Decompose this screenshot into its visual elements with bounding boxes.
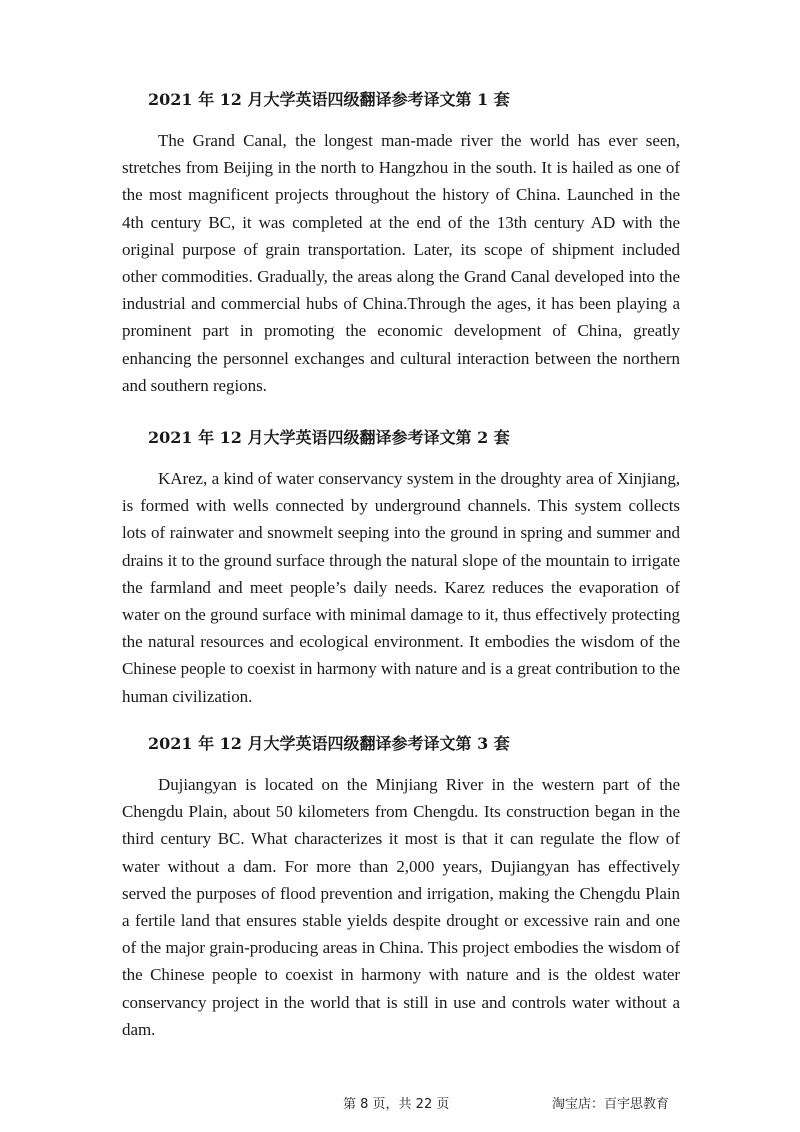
section-1-text: The Grand Canal, the longest man-made river the world has ever seen, stretches from Beijing in the north to Hangzhou in the south. It is hailed as one of the most magnificent projects throughout the history of China. Launched in the 4th century BC, it was completed at the end of the 13th century AD with the original purpose of grain transportation. Later, its scope of shipment included other commodities. Gradually, the areas along the Grand Canal developed into the industrial and commercial hubs of China.Through the ages, it has been playing a prominent part in promoting the economic development of China, greatly enhancing the personnel exchanges and cultural interaction between the northern and southern regions. — [122, 131, 680, 395]
page-indicator: 第 8 页，共 22 页 — [343, 1097, 450, 1112]
translation-section-1 — [122, 90, 680, 399]
translation-section-3 — [122, 734, 680, 1043]
translation-section-2 — [122, 428, 680, 710]
section-2-title: 2021 年 12 月大学英语四级翻译参考译文第 2 套 — [148, 428, 510, 447]
section-3-title: 2021 年 12 月大学英语四级翻译参考译文第 3 套 — [148, 734, 510, 753]
shop-label: 淘宝店：百宇思教育 — [552, 1097, 670, 1112]
section-3-text: Dujiangyan is located on the Minjiang River in the western part of the Chengdu Plain, about 50 kilometers from Chengdu. Its construction began in the third century BC. What characterizes it most is that it can regulate the flow of water without a dam. For more than 2,000 years, Dujiangyan has effectively served the purposes of flood prevention and irrigation, making the Chengdu Plain a fertile land that ensures stable yields despite drought or excessive rain and one of the major grain-producing areas in China. This project embodies the wisdom of the Chinese people to coexist in harmony with nature and is the oldest water conservancy project in the world that is still in use and controls water without a dam. — [122, 775, 680, 1039]
section-1-title: 2021 年 12 月大学英语四级翻译参考译文第 1 套 — [148, 90, 510, 109]
section-2-text: KArez, a kind of water conservancy system in the droughty area of Xinjiang, is formed with wells connected by underground channels. This system collects lots of rainwater and snowmelt seeping into the ground in spring and summer and drains it to the ground surface through the natural slope of the mountain to irrigate the farmland and meet people’s daily needs. Karez reduces the evaporation of water on the ground surface with minimal damage to it, thus effectively protecting the natural resources and ecological environment. It embodies the wisdom of the Chinese people to coexist in harmony with nature and is a great contribution to the human civilization. — [122, 469, 680, 706]
